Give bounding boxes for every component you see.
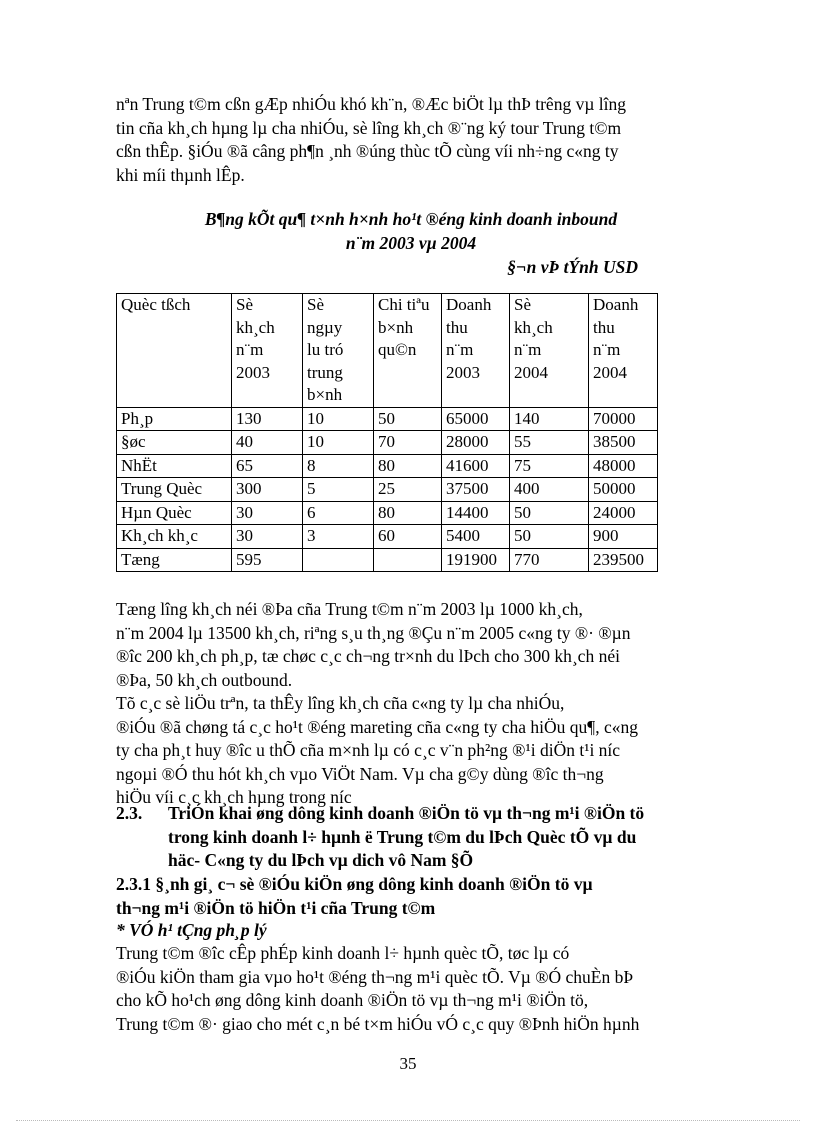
table-cell: 50	[510, 501, 589, 525]
table-cell: 80	[374, 501, 442, 525]
table-cell: 5400	[442, 525, 510, 549]
table-cell: 37500	[442, 478, 510, 502]
section-number: 2.3.	[116, 803, 143, 823]
table-title	[116, 207, 706, 255]
header-cell: Sè kh¸ch n¨m 2004	[510, 294, 589, 408]
text-line: nªn Trung t©m cßn gÆp nhiÓu khó kh¨n, ®Æc biÖt lµ thÞ trêng vµ lîng	[116, 94, 627, 114]
table-cell: 191900	[442, 548, 510, 572]
heading-line: häc- C«ng ty du lÞch vµ dich vô Nam §Õ	[168, 850, 474, 870]
table-row	[117, 431, 658, 455]
table-body	[117, 407, 658, 572]
text-line: ngoµi ®Ó thu hót kh¸ch vµo ViÖt Nam. Vµ cha g©y dùng ®îc th¬ng	[116, 763, 604, 784]
table-cell: 900	[589, 525, 658, 549]
table-cell: 30	[232, 525, 303, 549]
text-line: hiÖu víi c¸c kh¸ch hµng trong níc	[116, 787, 352, 807]
text-line: ®îc 200 kh¸ch ph¸p, tæ chøc c¸c ch¬ng tr×nh du lÞch cho 300 kh¸ch néi	[116, 646, 620, 666]
summary-paragraph	[116, 598, 686, 692]
page-number: 35	[399, 1054, 417, 1073]
table-cell: 140	[510, 407, 589, 431]
table-cell: 30	[232, 501, 303, 525]
text-line: Tõ c¸c sè liÖu trªn, ta thÊy lîng kh¸ch cña c«ng ty lµ cha nhiÓu,	[116, 693, 565, 713]
table-cell: 300	[232, 478, 303, 502]
text-line: Trung t©m ®îc cÊp phÉp kinh doanh l÷ hµnh quèc tÕ, tøc lµ có	[116, 943, 570, 963]
text-line: ®Þa, 50 kh¸ch outbound.	[116, 669, 293, 690]
table-cell: 14400	[442, 501, 510, 525]
table-cell: 3	[303, 525, 374, 549]
table-title-line: B¶ng kÕt qu¶ t×nh h×nh ho¹t ®éng kinh doanh inbound	[204, 209, 618, 229]
heading-line: 2.3.1 §¸nh gi¸ c¬ sè ®iÓu kiÖn øng dông kinh doanh ®iÖn tö vµ	[116, 874, 593, 894]
table-cell: 28000	[442, 431, 510, 455]
table-cell: 65	[232, 454, 303, 478]
table-row	[117, 478, 658, 502]
table-cell: 8	[303, 454, 374, 478]
table-cell: Kh¸ch kh¸c	[117, 525, 232, 549]
table-cell: Hµn Quèc	[117, 501, 232, 525]
table-header-row	[117, 294, 658, 408]
table-cell: 595	[232, 548, 303, 572]
intro-paragraph	[116, 93, 686, 187]
section-heading-2-3	[116, 802, 644, 873]
text-line: khi míi thµnh lÊp.	[116, 164, 245, 185]
table-cell: §øc	[117, 431, 232, 455]
table-cell: Tæng	[117, 548, 232, 572]
heading-line: th¬ng m¹i ®iÖn tö hiÖn t¹i cña Trung t©m	[116, 897, 436, 918]
text-line: ®iÓu kiÖn tham gia vµo ho¹t ®éng th¬ng m¹i quèc tÕ. Vµ ®Ó chuÈn bÞ	[116, 966, 634, 987]
table-cell: 10	[303, 407, 374, 431]
table-row	[117, 407, 658, 431]
table-cell: NhËt	[117, 454, 232, 478]
subheading-legal: * VÓ h¹ tÇng ph¸p lý	[116, 920, 267, 940]
table-cell: 6	[303, 501, 374, 525]
table-cell: 41600	[442, 454, 510, 478]
table-row	[117, 548, 658, 572]
table-cell: 5	[303, 478, 374, 502]
table-cell: 70000	[589, 407, 658, 431]
results-table	[116, 293, 658, 572]
table-cell	[303, 548, 374, 572]
table-cell: 38500	[589, 431, 658, 455]
text-line: ty cha ph¸t huy ®îc u thÕ cña m×nh lµ có c¸c v¨n ph²ng ®¹i diÖn t¹i níc	[116, 740, 621, 760]
table-cell: 50	[374, 407, 442, 431]
analysis-paragraph	[116, 692, 686, 810]
table-cell: 24000	[589, 501, 658, 525]
table-cell	[374, 548, 442, 572]
table-cell: Trung Quèc	[117, 478, 232, 502]
table-cell: 60	[374, 525, 442, 549]
header-cell: Quèc tßch	[117, 294, 232, 408]
text-line: Tæng lîng kh¸ch néi ®Þa cña Trung t©m n¨m 2003 lµ 1000 kh¸ch,	[116, 599, 583, 619]
table-cell: 40	[232, 431, 303, 455]
table-cell: 25	[374, 478, 442, 502]
table-cell: 770	[510, 548, 589, 572]
text-line: cßn thÊp. §iÓu ®ã câng ph¶n ¸nh ®úng thùc tÕ cùng víi nh÷ng c«ng ty	[116, 141, 619, 161]
table-cell: 130	[232, 407, 303, 431]
text-line: ®iÓu ®ã chøng tá c¸c ho¹t ®éng mareting cña c«ng ty cha hiÖu qu¶, c«ng	[116, 716, 639, 737]
table-title-line: n¨m 2003 vµ 2004	[345, 233, 477, 253]
table-cell: 50000	[589, 478, 658, 502]
page-edge-divider	[16, 1120, 800, 1121]
table-cell: 239500	[589, 548, 658, 572]
header-cell: Sè kh¸ch n¨m 2003	[232, 294, 303, 408]
header-cell: Doanh thu n¨m 2004	[589, 294, 658, 408]
table-row	[117, 525, 658, 549]
header-cell: Chi tiªu b×nh qu©n	[374, 294, 442, 408]
text-line: n¨m 2004 lµ 13500 kh¸ch, riªng s¸u th¸ng ®Çu n¨m 2005 c«ng ty ®· ®µn	[116, 622, 631, 643]
table-cell: 50	[510, 525, 589, 549]
table-cell: 75	[510, 454, 589, 478]
text-line: tin cña kh¸ch hµng lµ cha nhiÓu, sè lîng kh¸ch ®¨ng ký tour Trung t©m	[116, 117, 622, 138]
unit-label: §¬n vÞ tÝnh USD	[507, 257, 638, 277]
table-cell: 400	[510, 478, 589, 502]
header-cell: Doanh thu n¨m 2003	[442, 294, 510, 408]
table-cell: 55	[510, 431, 589, 455]
table-row	[117, 454, 658, 478]
table-cell: 70	[374, 431, 442, 455]
heading-line: trong kinh doanh l÷ hµnh ë Trung t©m du lÞch Quèc tÕ vµ du	[168, 826, 637, 847]
table-cell: 10	[303, 431, 374, 455]
legal-paragraph	[116, 942, 686, 1036]
heading-line: TriÓn khai øng dông kinh doanh ®iÖn tö vµ th¬ng m¹i ®iÖn tö	[168, 803, 645, 823]
text-line: cho kÕ ho¹ch øng dông kinh doanh ®iÖn tö vµ th¬ng m¹i ®iÖn tö,	[116, 990, 589, 1010]
table-cell: 65000	[442, 407, 510, 431]
table-cell: Ph¸p	[117, 407, 232, 431]
table-cell: 48000	[589, 454, 658, 478]
table-row	[117, 501, 658, 525]
text-line: Trung t©m ®· giao cho mét c¸n bé t×m hiÓu vÓ c¸c quy ®Þnh hiÖn hµnh	[116, 1013, 640, 1034]
section-heading-2-3-1	[116, 873, 593, 920]
table-cell: 80	[374, 454, 442, 478]
header-cell: Sè ngµy lu tró trung b×nh	[303, 294, 374, 408]
